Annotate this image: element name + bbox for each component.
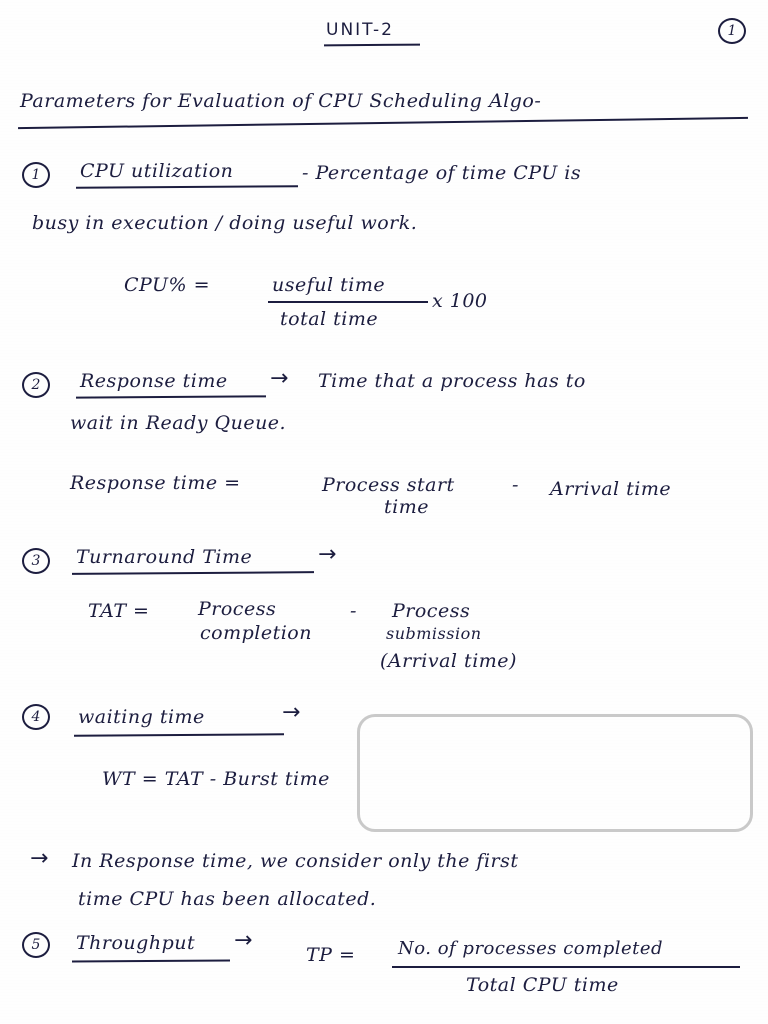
section-number-3: 3 [22,548,50,574]
section-2-formula-minus: - [512,474,519,496]
section-3-term-2-line-2: submission [386,624,482,643]
section-5-arrow-icon: → [234,928,253,953]
section-4-formula: WT = TAT - Burst time [102,768,330,790]
section-2-title-underline [76,395,266,398]
section-2-title: Response time [80,370,228,392]
section-1-fraction-bar [268,301,428,303]
section-1-formula-denominator: total time [280,308,379,330]
section-3-title-underline [72,571,314,575]
section-2-formula-lhs: Response time = [70,472,241,494]
section-3-term-2-line-3: (Arrival time) [380,650,517,672]
section-4-arrow-icon: → [282,700,301,725]
page-heading: Parameters for Evaluation of CPU Scheduling Algo- [20,90,542,112]
section-number-5: 5 [22,932,50,958]
section-2-formula-term-1-line-2: time [384,496,429,518]
unit-title: UNIT-2 [326,20,394,40]
section-1-title-underline [76,185,298,189]
section-2-formula-term-1-line-1: Process start [322,474,455,496]
section-1-formula-multiplier: x 100 [432,290,488,312]
note-arrow-icon: → [30,846,49,871]
section-2-desc-line-2: wait in Ready Queue. [70,412,287,434]
unit-title-underline [324,44,420,47]
section-2-arrow-icon: → [270,366,289,391]
note-line-2: time CPU has been allocated. [78,888,377,910]
section-number-1: 1 [22,162,50,188]
section-1-desc-line-2: busy in execution / doing useful work. [32,212,418,234]
heading-underline [18,117,748,129]
note-line-1: In Response time, we consider only the first [72,850,519,872]
section-3-term-2-line-1: Process [392,600,471,622]
section-5-title: Throughput [76,932,196,954]
section-3-arrow-icon: → [318,542,337,567]
section-number-4: 4 [22,704,50,730]
section-3-title: Turnaround Time [76,546,253,568]
section-1-formula-numerator: useful time [272,274,386,296]
section-1-desc-line-1: - Percentage of time CPU is [302,162,582,184]
section-4-title: waiting time [78,706,205,728]
section-3-formula-minus: - [350,600,357,622]
section-5-formula-lhs: TP = [306,944,356,966]
section-5-title-underline [72,959,230,962]
section-1-title: CPU utilization [80,160,234,182]
section-4-title-underline [74,733,284,736]
section-3-term-1-line-2: completion [200,622,312,644]
section-1-formula-lhs: CPU% = [124,274,211,296]
section-2-formula-term-2: Arrival time [550,478,672,500]
page-number: 1 [718,18,746,44]
section-2-desc-line-1: Time that a process has to [318,370,586,392]
section-5-formula-numerator: No. of processes completed [398,938,664,959]
section-5-fraction-bar [392,966,740,968]
section-5-formula-denominator: Total CPU time [466,974,619,996]
section-3-formula-lhs: TAT = [88,600,150,622]
section-3-term-1-line-1: Process [198,598,277,620]
section-number-2: 2 [22,372,50,398]
annotation-box [357,714,753,832]
